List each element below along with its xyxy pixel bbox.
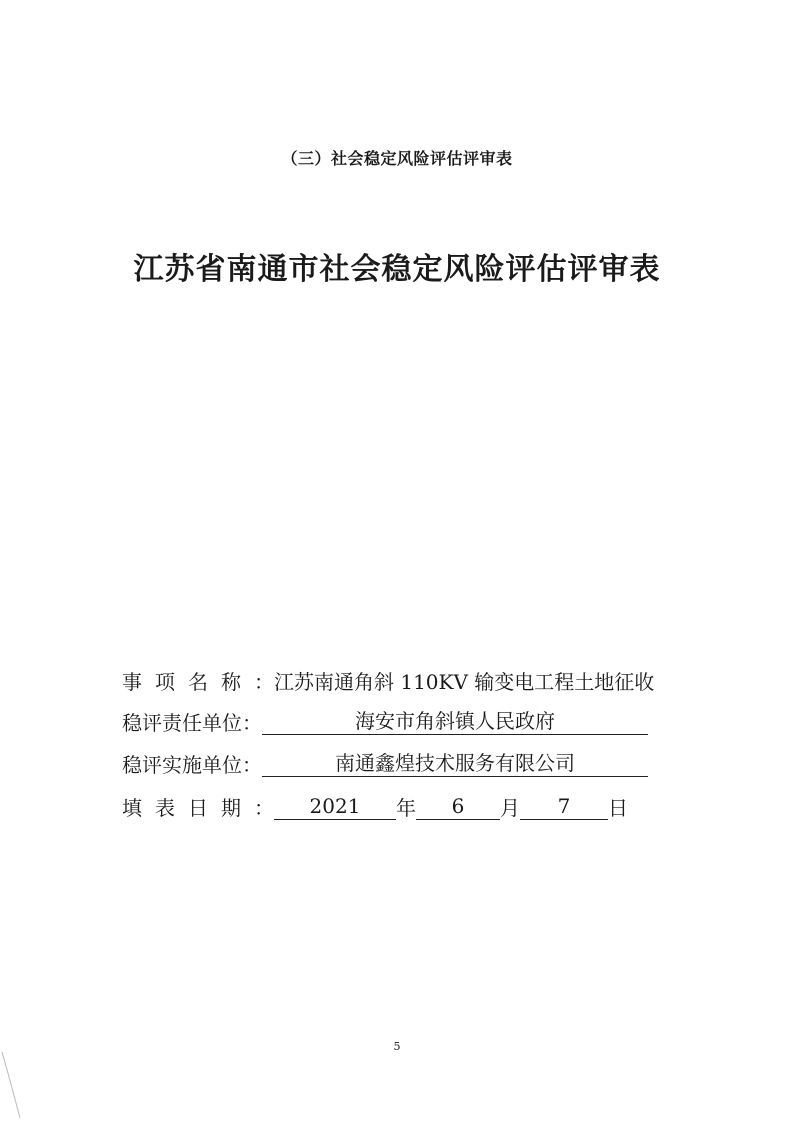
responsible-unit-row: [122, 705, 648, 735]
implementing-unit-row: [122, 747, 648, 777]
year-unit: 年: [396, 796, 416, 820]
implementing-unit-label: 稳评实施单位：: [122, 753, 262, 777]
section-heading: （三）社会稳定风险评估评审表: [281, 149, 513, 168]
fill-date-row: [122, 790, 628, 820]
page-number: 5: [393, 1040, 401, 1053]
year-value: 2021: [274, 793, 396, 820]
fill-date-label: 填表日期：: [122, 796, 287, 820]
month-unit: 月: [500, 796, 520, 820]
scan-edge-mark: [0, 1050, 30, 1120]
project-name-label: 事项名称：: [122, 670, 287, 694]
implementing-unit-value: 南通鑫煌技术服务有限公司: [262, 750, 648, 777]
responsible-unit-label: 稳评责任单位：: [122, 711, 262, 735]
project-name-value: 江苏南通角斜 110KV 输变电工程土地征收: [274, 670, 655, 694]
day-value: 7: [520, 793, 608, 820]
page-title: 江苏省南通市社会稳定风险评估评审表: [133, 252, 661, 287]
day-unit: 日: [608, 796, 628, 820]
project-name-row: [122, 664, 654, 694]
responsible-unit-value: 海安市角斜镇人民政府: [262, 708, 648, 735]
month-value: 6: [416, 793, 500, 820]
